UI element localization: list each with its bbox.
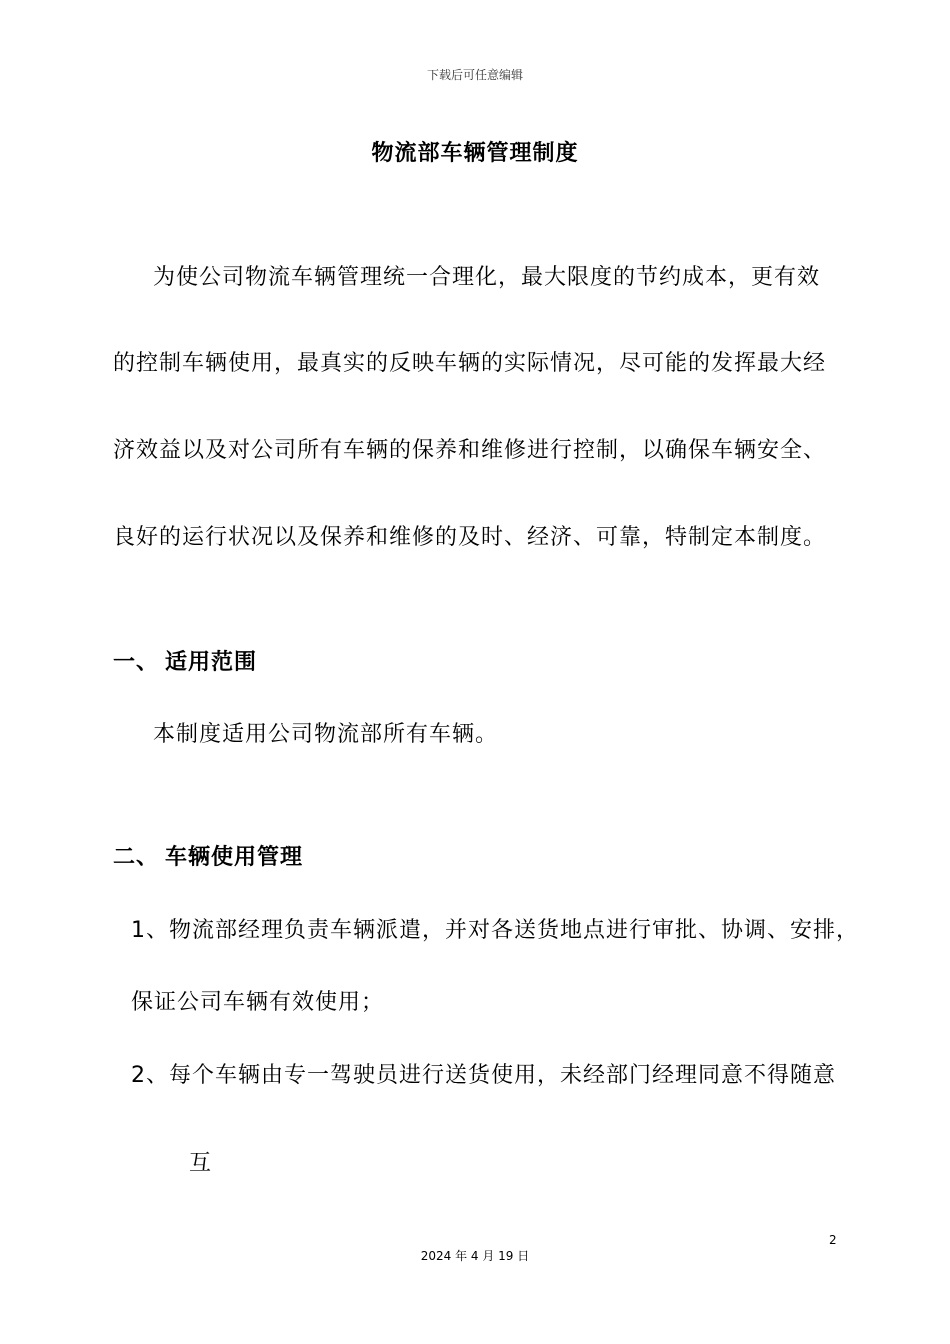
section-line: 保证公司车辆有效使用； [131, 990, 385, 1015]
section-heading [113, 840, 303, 871]
header-note: 下载后可任意编辑 [426, 68, 523, 82]
intro-line: 济效益以及对公司所有车辆的保养和维修进行控制，以确保车辆安全、 [113, 438, 827, 463]
footer-date: 2024 年 4 月 19 日 [420, 1249, 530, 1263]
section-line: 互 [189, 1151, 213, 1176]
intro-line: 为使公司物流车辆管理统一合理化，最大限度的节约成本，更有效 [153, 265, 821, 290]
page-number: 2 [829, 1233, 837, 1247]
section-number: 二、 [113, 845, 160, 870]
section-number: 一、 [113, 650, 160, 675]
page-title: 物流部车辆管理制度 [371, 141, 579, 166]
section-line: 2、每个车辆由专一驾驶员进行送货使用，未经部门经理同意不得随意 [131, 1063, 836, 1088]
intro-line: 的控制车辆使用，最真实的反映车辆的实际情况，尽可能的发挥最大经 [113, 351, 827, 376]
intro-line: 良好的运行状况以及保养和维修的及时、经济、可靠，特制定本制度。 [113, 525, 827, 550]
section-title: 适用范围 [165, 650, 258, 675]
section-line: 1、物流部经理负责车辆派遣，并对各送货地点进行审批、协调、安排， [131, 918, 859, 943]
section-title: 车辆使用管理 [165, 845, 304, 870]
section-heading [113, 645, 257, 676]
section-line: 本制度适用公司物流部所有车辆。 [153, 722, 499, 747]
